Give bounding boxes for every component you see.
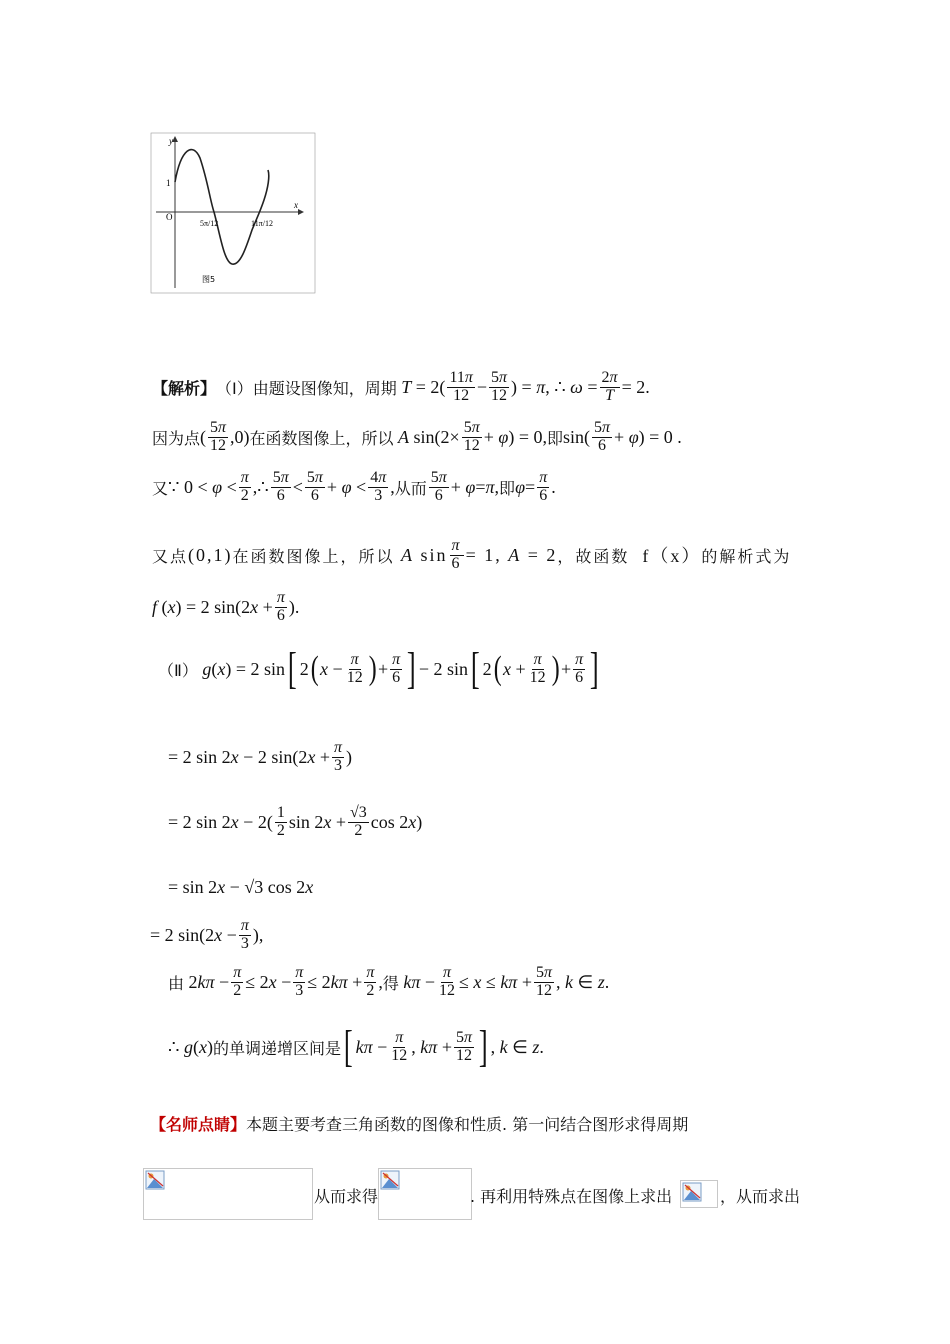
frac-2pi-T: $\frac{2\pi}{T}$: [601, 369, 618, 404]
line3-text-a: 又: [152, 478, 169, 498]
line3-text-b: 从而: [394, 478, 427, 498]
broken-image-icon: [380, 1170, 400, 1190]
line4-text-b: 在函数图像上，所以: [232, 546, 395, 566]
comment-text: 本题主要考查三角函数的图像和性质. 第一问结合图形求得周期: [246, 1115, 689, 1134]
frac-11pi-12: $\frac{11\pi}{12}$: [449, 369, 473, 404]
line2-text-b: 在函数图像上，所以: [249, 428, 394, 448]
broken-image-icon: [682, 1182, 702, 1202]
part2-label: （Ⅱ）: [158, 660, 198, 680]
line1-text: 由题设图像知，周期: [252, 378, 397, 398]
figure-caption: 图5: [202, 275, 216, 284]
comment-tag: 【名师点睛】: [150, 1115, 247, 1134]
analysis-line-4: 又点 (0,1) 在函数图像上，所以 A sin $\frac{\pi}{6}$ = 1, A = 2 ，故函数 f（x） 的解析式为: [152, 537, 792, 572]
analysis-line-11: 由 2kπ − $\frac{\pi}{2}$ ≤ 2x − $\frac{\pi}{3}$ ≤ 2kπ + $\frac{\pi}{2}$ , 得 kπ − $\frac{\pi}{12}$ ≤ x ≤ kπ + $\frac{5\pi}{12}$ , k ∈ z.: [168, 964, 610, 999]
broken-image-1: [143, 1168, 313, 1220]
analysis-line-9: = sin 2x − √3 cos 2x: [168, 877, 314, 897]
period-formula: T = 2(: [401, 376, 446, 397]
line4-text-c: ，故函数: [557, 546, 630, 566]
x-tick-label-1: 5π/12: [200, 219, 219, 228]
y-axis-label: y: [169, 136, 173, 146]
line9-text-b: 得: [382, 973, 399, 993]
line10-text-a: 的单调递增区间是: [212, 1038, 341, 1058]
analysis-line-10: = 2 sin(2x − $\frac{\pi}{3}$ ),: [150, 917, 264, 952]
analysis-line-3: 又 ∵ 0 < φ < $\frac{\pi}{2}$ ,∴ $\frac{5\pi}{6}$ < $\frac{5\pi}{6}$ + φ < $\frac{4\pi}{3}$ , 从而 $\frac{5\pi}{6}$ + φ=π, 即 φ= $\frac{\pi}{6}$ .: [152, 469, 556, 504]
y-tick-label: 1: [166, 178, 171, 188]
frac-5pi-12: $\frac{5\pi}{12}$: [491, 369, 508, 404]
analysis-line-12: ∴ g(x) 的单调递增区间是 [ kπ − $\frac{\pi}{12}$ , kπ + $\frac{5\pi}{12}$ ] , k ∈ z.: [168, 1022, 544, 1071]
comment-seg2: . 再利用特殊点在图像上求出: [470, 1187, 673, 1206]
line3-text-c: 即: [499, 478, 516, 498]
x-axis-label: x: [294, 200, 298, 210]
line2-text-a: 因为点: [152, 428, 201, 448]
comment-seg1: 从而求得: [314, 1187, 379, 1206]
analysis-line-6: （Ⅱ） g(x) = 2 sin [ 2 ( x − $\frac{\pi}{12}$ ) + $\frac{\pi}{6}$ ] − 2 sin [ 2 ( x + $\frac{\pi}{12}$ ) + $\frac{\pi}{6}$ ]: [158, 644, 599, 693]
comment-seg3: ，从而求出: [720, 1187, 801, 1206]
part1-label: （Ⅰ）: [216, 378, 253, 398]
origin-label: O: [166, 212, 173, 222]
line4-text-d: 的解析式为: [701, 546, 792, 566]
line4-text-a: 又点: [152, 546, 189, 566]
line2-text-c: 即: [547, 428, 564, 448]
broken-image-3: [680, 1180, 718, 1208]
analysis-line-2: 因为点 ( $\frac{5\pi}{12}$ ,0) 在函数图像上，所以 A sin(2× $\frac{5\pi}{12}$ + φ) = 0, 即 sin( $\frac{5\pi}{6}$ + φ) = 0 .: [152, 419, 682, 454]
analysis-line-1: 【解析】 （Ⅰ） 由题设图像知，周期 T = 2( $\frac{11\pi}{12}$ − $\frac{5\pi}{12}$ ) = π, ∴ ω = $\frac{2\pi}{T}$ = 2.: [152, 369, 650, 404]
x-tick-label-2: 11π/12: [251, 219, 273, 228]
analysis-line-5: f (x) = 2 sin(2x + $\frac{\pi}{6}$ ).: [152, 589, 300, 624]
analysis-tag: 【解析】: [152, 378, 217, 398]
sine-graph-figure: [148, 130, 318, 296]
comment-line: [150, 1112, 688, 1135]
line9-text-a: 由: [168, 973, 185, 993]
broken-image-icon: [145, 1170, 165, 1190]
analysis-line-8: = 2 sin 2x − 2( $\frac{1}{2}$ sin 2x + $\frac{√3}{2}$ cos 2x): [168, 804, 423, 839]
analysis-line-7: = 2 sin 2x − 2 sin(2x + $\frac{\pi}{3}$ ): [168, 739, 352, 774]
broken-image-2: [378, 1168, 472, 1220]
